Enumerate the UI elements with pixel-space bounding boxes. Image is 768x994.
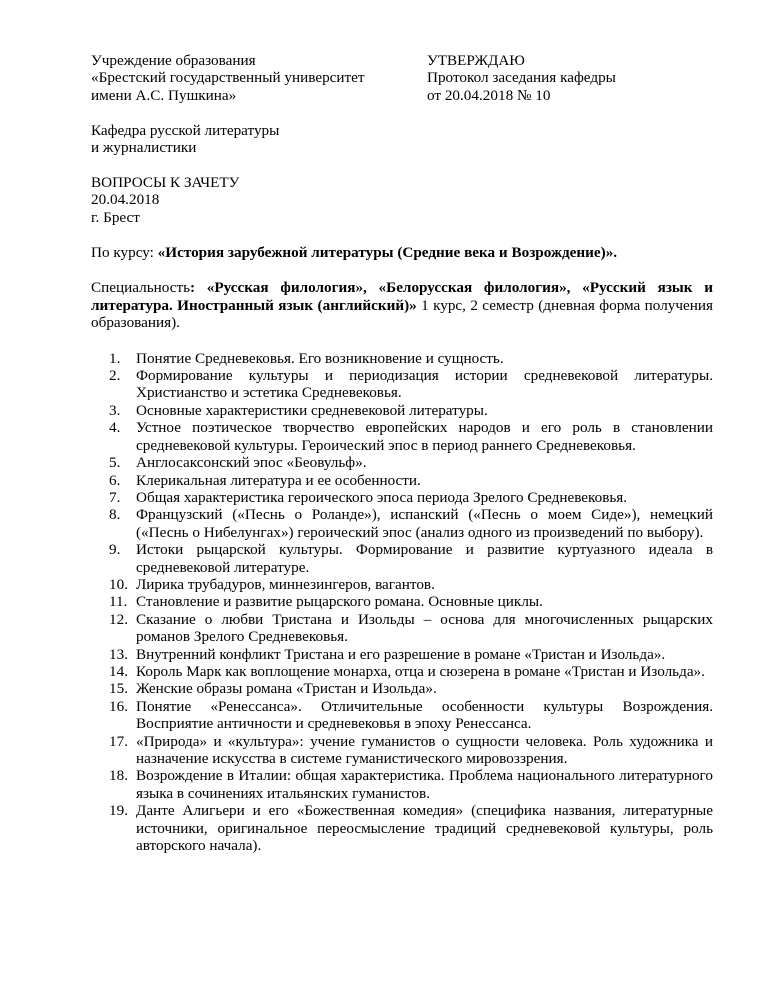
question-item	[91, 663, 713, 680]
question-item	[91, 489, 713, 506]
institution-line-2: «Брестский государственный университет	[91, 69, 365, 87]
question-item	[91, 611, 713, 646]
question-text: Лирика трубадуров, миннезингеров, вагантов.	[136, 575, 435, 593]
question-number: 15.	[109, 680, 128, 698]
question-item	[91, 472, 713, 489]
question-text: Французский («Песнь о Роланде»), испанский («Песнь о моем Сиде»), немецкий («Песнь о Нибелунгах») героический эпос (анализ одного из произведений по выбору).	[136, 506, 713, 541]
question-item	[91, 646, 713, 663]
question-number: 11.	[109, 593, 128, 611]
question-text: Формирование культуры и периодизация истории средневековой литературы. Христианство и эстетика Средневековья.	[136, 367, 713, 402]
speciality-names: : «Русская филология», «Белорусская филология», «Русский язык и литература. Иностранный язык (английский)»	[91, 279, 713, 314]
question-number: 16.	[109, 697, 128, 715]
question-item	[91, 350, 713, 367]
question-text: Основные характеристики средневековой литературы.	[136, 401, 488, 419]
question-item	[91, 541, 713, 576]
question-item	[91, 733, 713, 768]
question-number: 9.	[109, 541, 121, 559]
question-text: Данте Алигьери и его «Божественная комедия» (специфика названия, литературные источники, оригинальное переосмысление традиций средневековой культуры, роль авторского начала).	[136, 802, 713, 855]
question-text: Женские образы романа «Тристан и Изольда».	[136, 680, 437, 698]
course-title: «История зарубежной литературы (Средние века и Возрождение)».	[157, 244, 618, 262]
question-number: 14.	[109, 662, 128, 680]
question-number: 4.	[109, 419, 121, 437]
question-number: 2.	[109, 367, 121, 385]
question-item	[91, 802, 713, 854]
question-item	[91, 576, 713, 593]
question-number: 10.	[109, 575, 128, 593]
department-line-2: и журналистики	[91, 139, 197, 157]
speciality-paragraph	[91, 279, 713, 331]
question-text: Сказание о любви Тристана и Изольды – основа для многочисленных рыцарских романов Зрелого Средневековья.	[136, 610, 713, 646]
question-item	[91, 767, 713, 802]
approval-line-1: УТВЕРЖДАЮ	[427, 52, 525, 69]
speciality-suffix: 1 курс, 2 семестр (дневная форма получения образования).	[91, 296, 713, 332]
question-number: 12.	[109, 610, 128, 628]
department-line-1: Кафедра русской литературы	[91, 122, 280, 139]
question-text: «Природа» и «культура»: учение гуманистов о сущности человека. Роль художника и назначение искусства в системе гуманистического мировоззрения.	[136, 732, 713, 767]
question-item	[91, 680, 713, 697]
question-text: Понятие «Ренессанса». Отличительные особенности культуры Возрождения. Восприятие античности и средневековья в эпоху Ренессанса.	[136, 697, 713, 733]
institution-block	[91, 52, 421, 104]
speciality-prefix: Специальность	[91, 279, 191, 297]
question-item	[91, 593, 713, 610]
question-text: Общая характеристика героического эпоса периода Зрелого Средневековья.	[136, 488, 628, 506]
institution-line-3: имени А.С. Пушкина»	[91, 86, 237, 104]
question-number: 3.	[109, 401, 121, 419]
question-text: Англосаксонский эпос «Беовульф».	[136, 454, 367, 472]
question-number: 7.	[109, 488, 121, 506]
question-text: Возрождение в Италии: общая характеристика. Проблема национального литературного языка в сочинениях итальянских гуманистов.	[136, 767, 713, 802]
department-block	[91, 122, 713, 157]
question-item	[91, 367, 713, 402]
question-number: 8.	[109, 506, 121, 524]
document-page	[91, 52, 713, 854]
question-number: 19.	[109, 802, 128, 820]
question-item	[91, 454, 713, 471]
question-item	[91, 698, 713, 733]
question-item	[91, 419, 713, 454]
institution-line-1: Учреждение образования	[91, 52, 256, 69]
question-number: 1.	[109, 349, 121, 367]
question-number: 18.	[109, 767, 128, 785]
question-number: 5.	[109, 454, 121, 472]
question-item	[91, 506, 713, 541]
approval-block	[427, 52, 717, 104]
approval-line-2: Протокол заседания кафедры	[427, 69, 616, 87]
question-text: Истоки рыцарской культуры. Формирование и развитие куртуазного идеала в средневековой литературе.	[136, 541, 713, 576]
course-line	[91, 244, 713, 261]
approval-line-3: от 20.04.2018 № 10	[427, 86, 551, 104]
question-number: 13.	[109, 645, 128, 663]
document-header	[91, 52, 713, 106]
question-text: Становление и развитие рыцарского романа. Основные циклы.	[136, 593, 543, 611]
question-text: Понятие Средневековья. Его возникновение и сущность.	[136, 349, 504, 367]
meta-block	[91, 174, 713, 226]
question-text: Король Марк как воплощение монарха, отца и сюзерена в романе «Тристан и Изольда».	[136, 662, 705, 680]
doc-date: 20.04.2018	[91, 191, 160, 209]
doc-title: ВОПРОСЫ К ЗАЧЕТУ	[91, 173, 240, 191]
questions-list	[91, 350, 713, 855]
question-number: 17.	[109, 732, 128, 750]
question-text: Внутренний конфликт Тристана и его разрешение в романе «Тристан и Изольда».	[136, 645, 666, 663]
question-number: 6.	[109, 471, 121, 489]
question-text: Устное поэтическое творчество европейских народов и его роль в становлении средневековой культуры. Героический эпос в период раннего Средневековья.	[136, 419, 713, 454]
doc-city: г. Брест	[91, 208, 140, 226]
question-item	[91, 402, 713, 419]
course-prefix: По курсу:	[91, 244, 158, 262]
question-text: Клерикальная литература и ее особенности.	[136, 471, 421, 489]
